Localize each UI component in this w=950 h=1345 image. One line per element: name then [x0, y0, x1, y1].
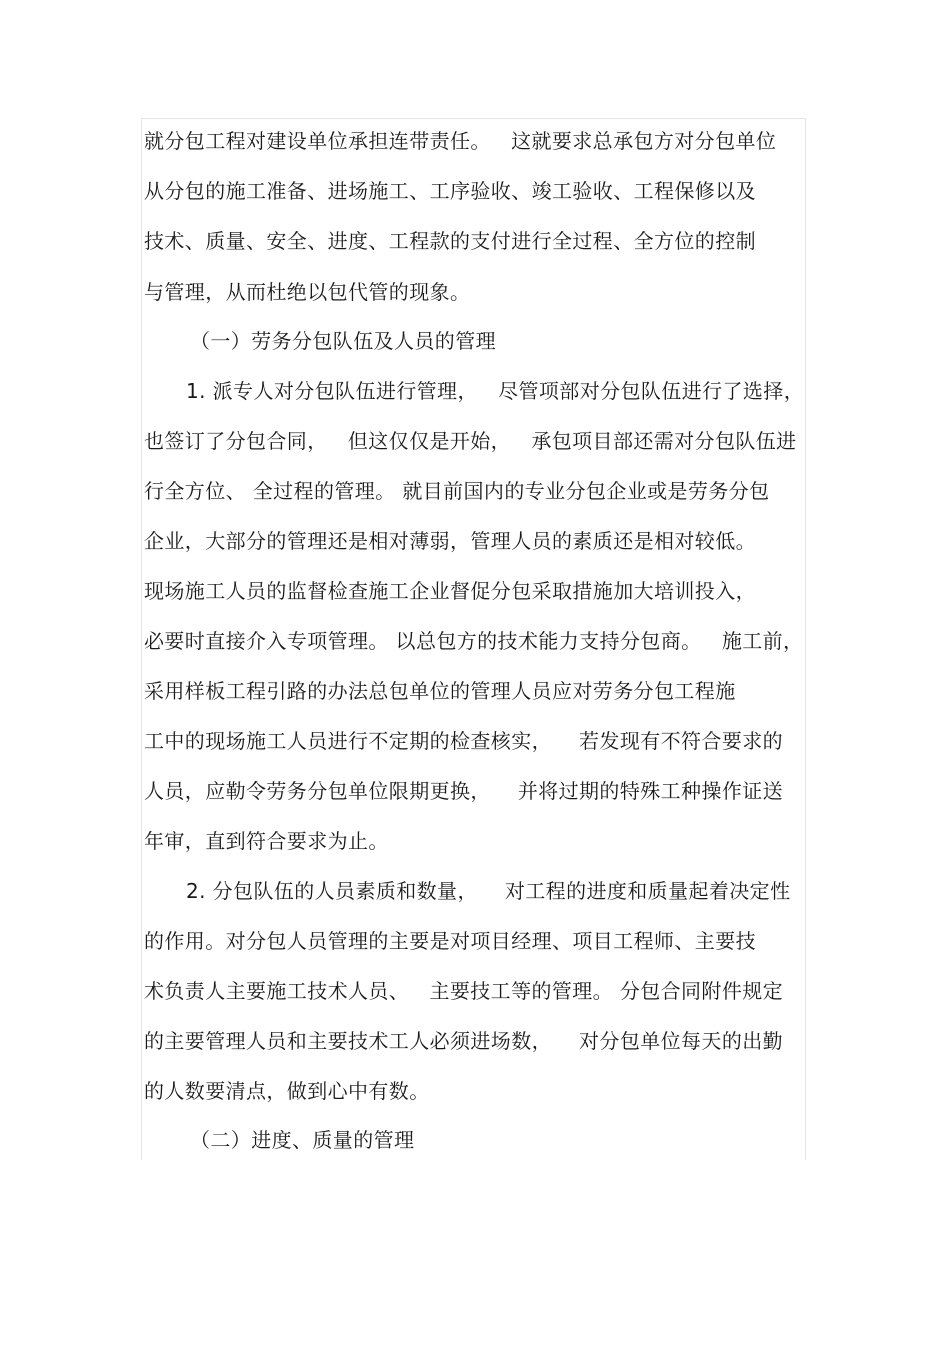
text-line: 企业，大部分的管理还是相对薄弱，管理人员的素质还是相对较低。 — [144, 529, 756, 553]
text-line: 现场施工人员的监督检查施工企业督促分包采取措施加大培训投入， — [144, 579, 756, 603]
text-line: 1. 派专人对分包队伍进行管理， 尽管项部对分包队伍进行了选择， — [186, 379, 805, 403]
text-line: 也签订了分包合同， 但这仅仅是开始， 承包项目部还需对分包队伍进 — [144, 429, 797, 453]
text-line: 必要时直接介入专项管理。 以总包方的技术能力支持分包商。 施工前， — [144, 629, 804, 653]
text-line: 的作用。对分包人员管理的主要是对项目经理、项目工程师、主要技 — [144, 929, 756, 953]
text-line: 工中的现场施工人员进行不定期的检查核实， 若发现有不符合要求的 — [144, 729, 784, 753]
text-line: 采用样板工程引路的办法总包单位的管理人员应对劳务分包工程施 — [144, 679, 736, 703]
text-line: 与管理，从而杜绝以包代管的现象。 — [144, 280, 471, 304]
text-line: 术负责人主要施工技术人员、 主要技工等的管理。 分包合同附件规定 — [144, 979, 784, 1003]
text-line: 的主要管理人员和主要技术工人必须进场数， 对分包单位每天的出勤 — [144, 1029, 784, 1053]
text-line: 技术、质量、安全、进度、工程款的支付进行全过程、全方位的控制 — [144, 229, 756, 253]
text-line: 人员，应勒令劳务分包单位限期更换， 并将过期的特殊工种操作证送 — [144, 779, 784, 803]
section-heading: （一）劳务分包队伍及人员的管理 — [190, 329, 496, 353]
text-line: 就分包工程对建设单位承担连带责任。 这就要求总承包方对分包单位 — [144, 129, 777, 153]
text-line: 的人数要清点，做到心中有数。 — [144, 1079, 430, 1103]
text-line: 年审，直到符合要求为止。 — [144, 829, 389, 853]
section-heading: （二）进度、质量的管理 — [190, 1128, 415, 1152]
text-line: 2. 分包队伍的人员素质和数量， 对工程的进度和质量起着决定性 — [186, 879, 791, 903]
text-line: 行全方位、 全过程的管理。 就目前国内的专业分包企业或是劳务分包 — [144, 479, 770, 503]
text-line: 从分包的施工准备、进场施工、工序验收、竣工验收、工程保修以及 — [144, 179, 756, 203]
